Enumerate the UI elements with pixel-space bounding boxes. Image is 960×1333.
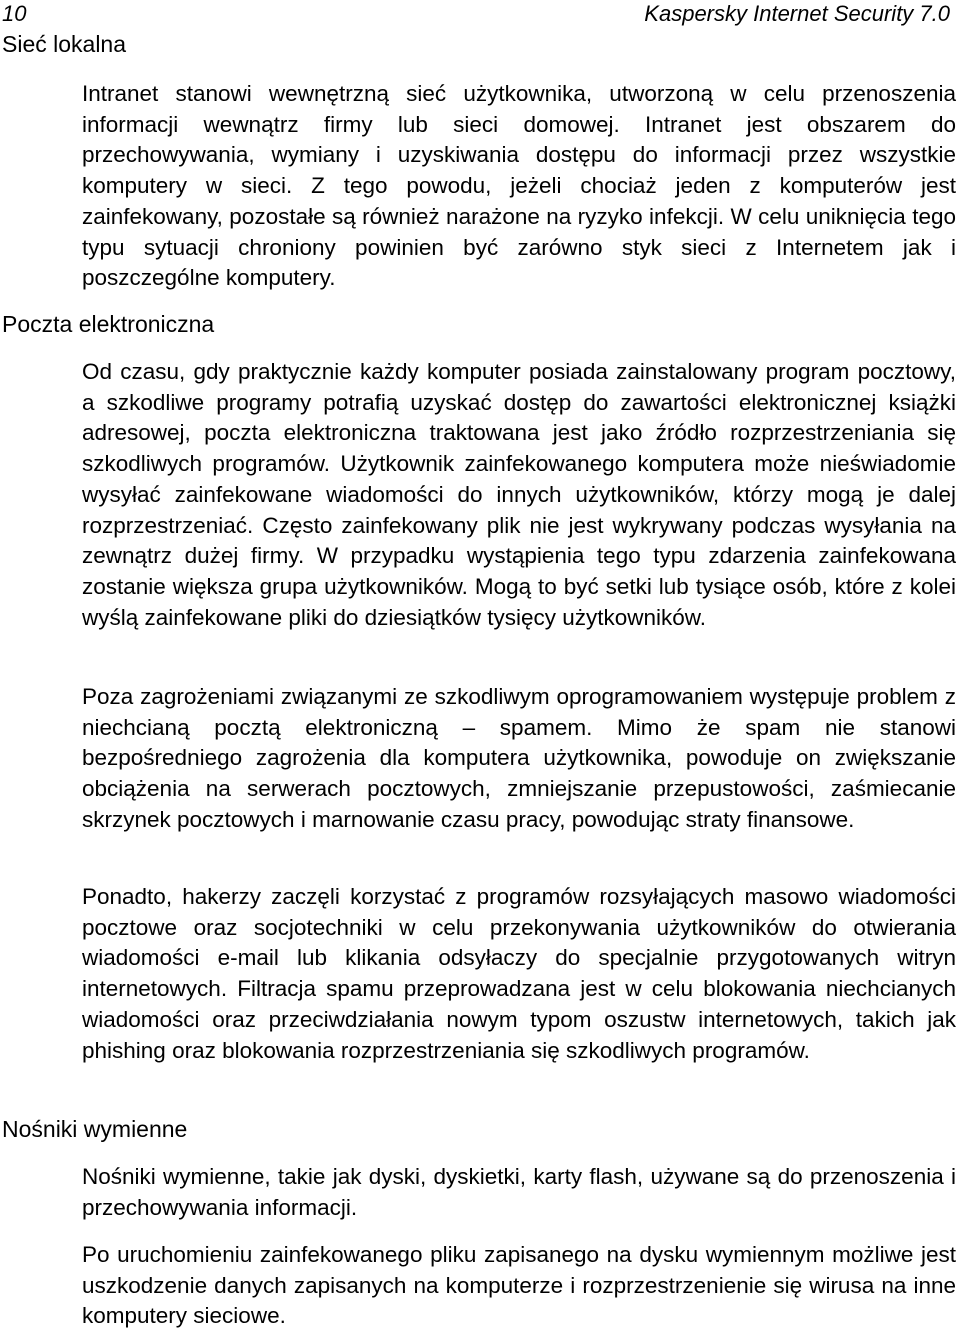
- running-title: Kaspersky Internet Security 7.0: [644, 1, 950, 26]
- section-heading-removable-media: Nośniki wymienne: [2, 1116, 188, 1142]
- paragraph: Ponadto, hakerzy zaczęli korzystać z programów rozsyłających masowo wiadomości pocztowe oraz socjotechniki w celu przekonywania użytkowników do otwierania wiadomości e-mail lub klikania odsyłaczy do specjalnie przygotowanych witryn internetowych. Filtracja spamu przeprowadzana jest w celu blokowania niechcianych wiadomości oraz przeciwdziałania nowym typom oszustw internetowych, takich jak phishing oraz blokowania rozprzestrzeniania się szkodliwych programów.: [82, 884, 956, 1063]
- paragraph: Nośniki wymienne, takie jak dyski, dyskietki, karty flash, używane są do przenoszenia i przechowywania informacji.: [82, 1164, 956, 1220]
- paragraph: Poza zagrożeniami związanymi ze szkodliwym oprogramowaniem występuje problem z niechcianą pocztą elektroniczną – spamem. Mimo że spam nie stanowi bezpośredniego zagrożenia dla komputera użytkownika, powoduje on zwiększanie obciążenia na serwerach pocztowych, zmniejszanie przepustowości, zaśmiecanie skrzynek pocztowych i marnowanie czasu pracy, powodując straty finansowe.: [82, 684, 956, 832]
- paragraph: Od czasu, gdy praktycznie każdy komputer posiada zainstalowany program pocztowy, a szkodliwe programy potrafią uzyskać dostęp do zawartości elektronicznej książki adresowej, poczta elektroniczna traktowana jest jako źródło rozprzestrzeniania się szkodliwych programów. Użytkownik zainfekowanego komputera może nieświadomie wysyłać zainfekowane wiadomości do innych użytkowników, którzy mogą je dalej rozprzestrzeniać. Często zainfekowany plik nie jest wykrywany podczas wysyłania na zewnątrz dużej firmy. W przypadku wystąpienia tego typu zdarzenia zainfekowana zostanie większa grupa użytkowników. Mogą to być setki lub tysiące osób, które z kolei wyślą zainfekowane pliki do dziesiątków tysięcy użytkowników.: [82, 359, 956, 630]
- paragraph: Intranet stanowi wewnętrzną sieć użytkownika, utworzoną w celu przenoszenia informacji wewnątrz firmy lub sieci domowej. Intranet jest obszarem do przechowywania, wymiany i uzyskiwania dostępu do informacji przez wszystkie komputery w sieci. Z tego powodu, jeżeli chociaż jeden z komputerów jest zainfekowany, pozostałe są również narażone na ryzyko infekcji. W celu uniknięcia tego typu sytuacji chroniony powinien być zarówno styk sieci z Internetem jak i poszczególne komputery.: [82, 81, 956, 291]
- paragraph: Po uruchomieniu zainfekowanego pliku zapisanego na dysku wymiennym możliwe jest uszkodzenie danych zapisanych na komputerze i rozprzestrzenienie się wirusa na inne komputery sieciowe.: [82, 1242, 956, 1329]
- section-heading-email: Poczta elektroniczna: [2, 311, 215, 337]
- section-heading-local-network: Sieć lokalna: [2, 31, 127, 57]
- running-header: [0, 0, 960, 28]
- page-number: 10: [2, 1, 27, 26]
